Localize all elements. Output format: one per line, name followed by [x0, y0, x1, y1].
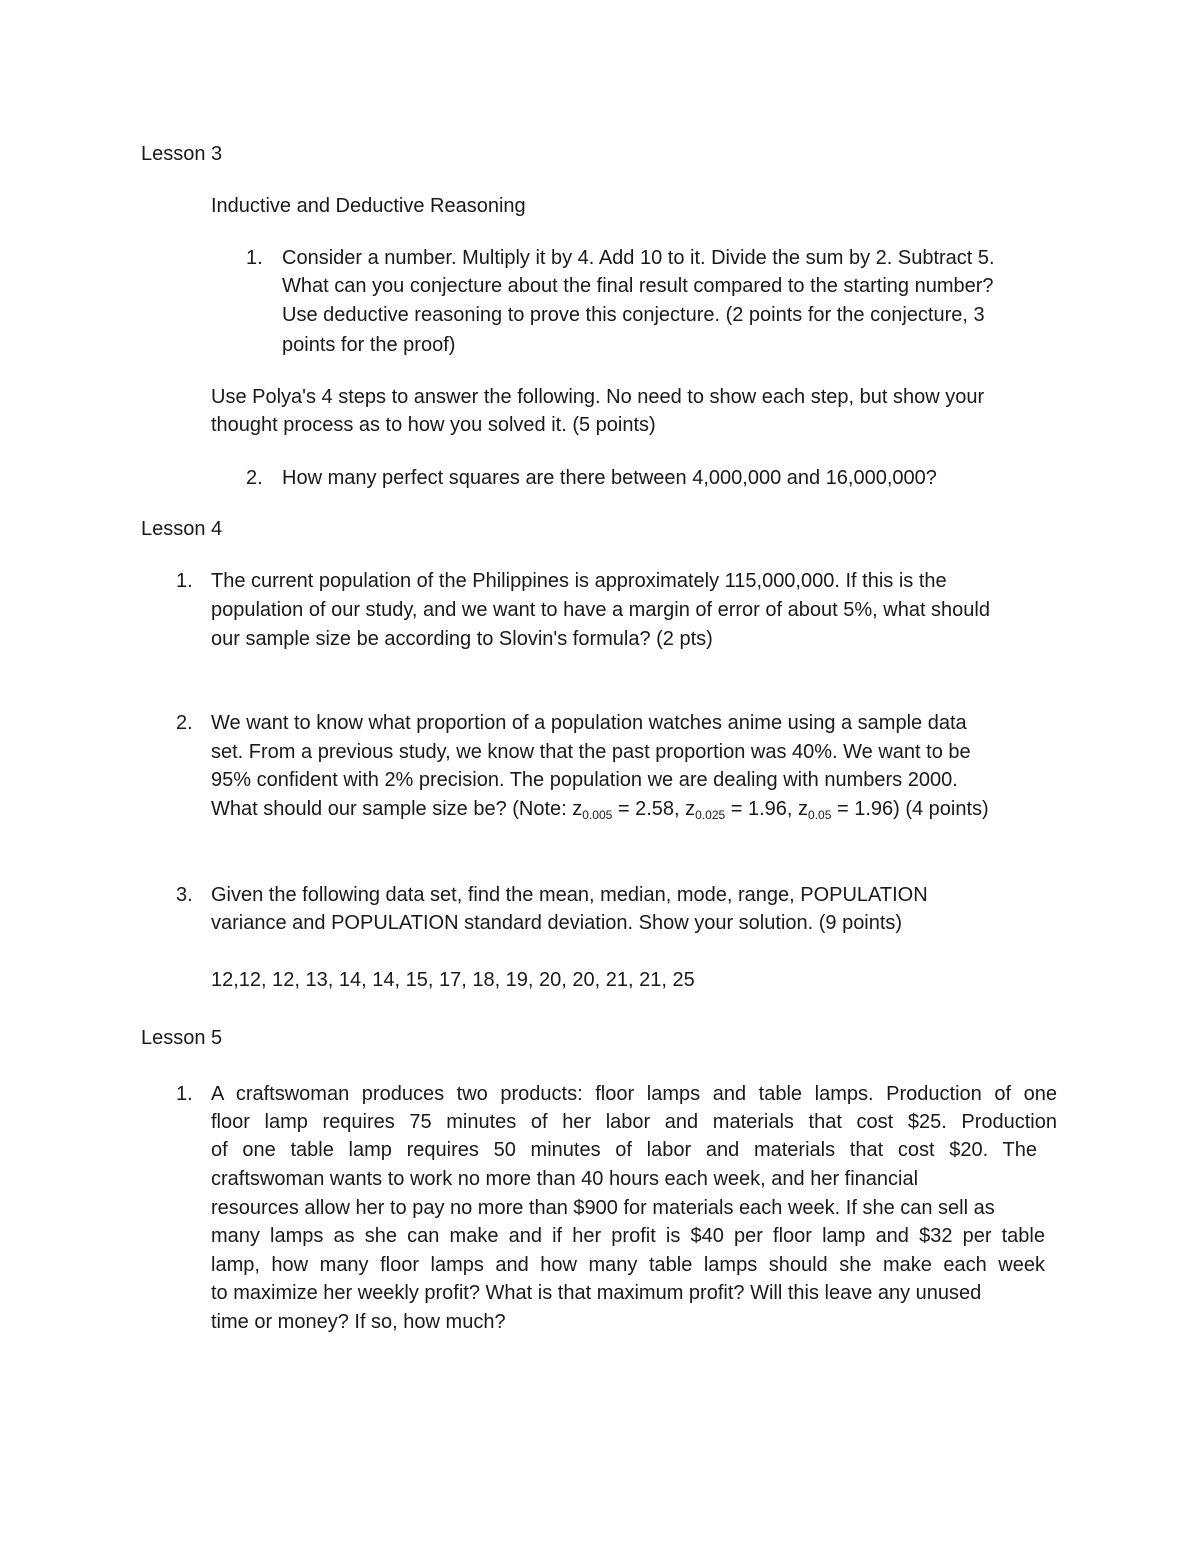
z1-value: = 2.58,: [612, 798, 686, 820]
polya-instruction-line-2: thought process as to how you solved it. (5 points): [211, 414, 656, 436]
polya-instruction-line-1: Use Polya's 4 steps to answer the following. No need to show each step, but show your: [211, 386, 985, 408]
lesson3-q1-line-1: Consider a number. Multiply it by 4. Add 10 to it. Divide the sum by 2. Subtract 5.: [282, 247, 995, 269]
z1-subscript: 0.005: [582, 808, 613, 822]
lesson5-q1-line-2: floor lamp requires 75 minutes of her labor and materials that cost $25. Production: [211, 1111, 1057, 1133]
z-symbol-2: z: [685, 798, 696, 820]
lesson4-q3-line-2: variance and POPULATION standard deviation. Show your solution. (9 points): [211, 912, 903, 934]
lesson5-q1-line-7-wrap: [211, 1251, 1045, 1279]
z2-subscript: 0.025: [695, 808, 726, 822]
lesson3-heading: Lesson 3: [141, 143, 223, 165]
lesson5-q1-line-6: many lamps as she can make and if her profit is $40 per floor lamp and $32 per table: [211, 1225, 1045, 1247]
z3-subscript: 0.05: [808, 808, 832, 822]
lesson4-q2-line-3: 95% confident with 2% precision. The population we are dealing with numbers 2000.: [211, 769, 958, 791]
lesson3-q1-line-3: Use deductive reasoning to prove this conjecture. (2 points for the conjecture, 3: [282, 304, 985, 326]
lesson3-q2-number: 2.: [246, 467, 263, 489]
lesson4-q2-number: 2.: [176, 712, 193, 734]
lesson5-q1-line-1: A craftswoman produces two products: floor lamps and table lamps. Production of one: [211, 1083, 1057, 1105]
lesson4-heading: Lesson 4: [141, 518, 223, 540]
lesson5-heading: Lesson 5: [141, 1027, 223, 1049]
lesson4-q3-dataset: 12,12, 12, 13, 14, 14, 15, 17, 18, 19, 20, 20, 21, 21, 25: [211, 969, 695, 991]
lesson5-q1-line-2-wrap: [211, 1108, 1057, 1136]
lesson5-q1-line-3-wrap: [211, 1136, 1037, 1164]
lesson4-q2-line-1: We want to know what proportion of a population watches anime using a sample data: [211, 712, 967, 734]
lesson5-q1-number: 1.: [176, 1083, 193, 1105]
z3-value: = 1.96) (4 points): [831, 798, 989, 820]
z-symbol-3: z: [798, 798, 809, 820]
lesson4-q1-line-1: The current population of the Philippines is approximately 115,000,000. If this is the: [211, 570, 947, 592]
lesson4-q3-number: 3.: [176, 884, 193, 906]
lesson5-q1-line-4: craftswoman wants to work no more than 40 hours each week, and her financial: [211, 1168, 919, 1190]
lesson3-q1-line-2: What can you conjecture about the final result compared to the starting number?: [282, 275, 994, 297]
lesson4-q2-line-4: [211, 795, 989, 823]
lesson3-q1-number: 1.: [246, 247, 263, 269]
note-prefix: What should our sample size be? (Note:: [211, 798, 573, 820]
lesson5-q1-line-7: lamp, how many floor lamps and how many table lamps should she make each week: [211, 1254, 1045, 1276]
lesson5-q1-line-8: to maximize her weekly profit? What is that maximum profit? Will this leave any unused: [211, 1282, 982, 1304]
z2-value: = 1.96,: [725, 798, 799, 820]
lesson5-q1-line-1-wrap: [211, 1080, 1057, 1108]
lesson3-q1-line-4: points for the proof): [282, 334, 456, 356]
lesson5-q1-line-5: resources allow her to pay no more than $900 for materials each week. If she can sell as: [211, 1197, 995, 1219]
lesson5-q1-line-9: time or money? If so, how much?: [211, 1311, 506, 1333]
z-symbol-1: z: [572, 798, 583, 820]
lesson5-q1-line-6-wrap: [211, 1222, 1045, 1250]
lesson4-q1-line-2: population of our study, and we want to have a margin of error of about 5%, what should: [211, 599, 990, 621]
lesson5-q1-line-3: of one table lamp requires 50 minutes of labor and materials that cost $20. The: [211, 1139, 1037, 1161]
lesson4-q3-line-1: Given the following data set, find the mean, median, mode, range, POPULATION: [211, 884, 928, 906]
lesson3-q2-text: How many perfect squares are there between 4,000,000 and 16,000,000?: [282, 467, 937, 489]
lesson3-subheading: Inductive and Deductive Reasoning: [211, 195, 526, 217]
lesson4-q1-line-3: our sample size be according to Slovin's formula? (2 pts): [211, 628, 713, 650]
lesson4-q2-line-2: set. From a previous study, we know that the past proportion was 40%. We want to be: [211, 741, 971, 763]
lesson4-q1-number: 1.: [176, 570, 193, 592]
